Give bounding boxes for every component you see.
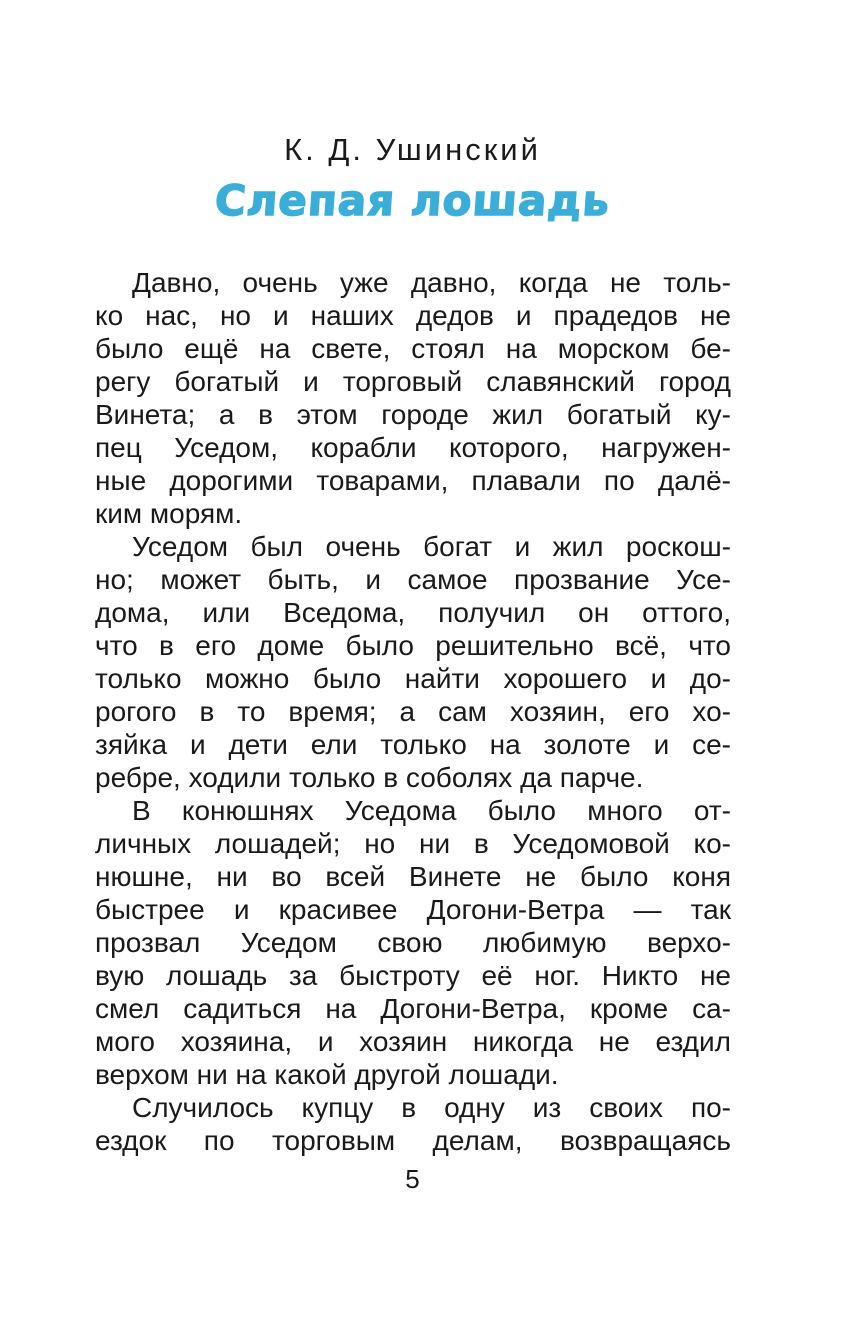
text-line: ребре, ходили только в соболях да парче. xyxy=(95,762,644,793)
text-line: но; может быть, и самое прозвание Усе- xyxy=(95,564,731,595)
text-line: Уседом был очень богат и жил роскош- xyxy=(132,531,731,562)
text-line: прозвал Уседом свою любимую верхо- xyxy=(95,927,731,958)
text-line: пец Уседом, корабли которого, нагружен- xyxy=(95,432,731,463)
text-line: ездок по торговым делам, возвращаясь xyxy=(95,1125,731,1156)
story-text xyxy=(95,266,731,1157)
text-line: Давно, очень уже давно, когда не толь- xyxy=(132,267,731,298)
text-line: регу богатый и торговый славянский город xyxy=(95,366,731,397)
text-line: вую лошадь за быстроту её ног. Никто не xyxy=(95,960,731,991)
story-title: Слепая лошадь xyxy=(213,176,612,225)
text-line: личных лошадей; но ни в Уседомовой ко- xyxy=(95,828,731,859)
text-line: мого хозяина, и хозяин никогда не ездил xyxy=(95,1026,731,1057)
author-name: К. Д. Ушинский xyxy=(284,132,541,167)
text-line: что в его доме было решительно всё, что xyxy=(95,630,731,661)
page-number: 5 xyxy=(405,1164,420,1194)
text-line: зяйка и дети ели только на золоте и се- xyxy=(95,729,731,760)
text-line: Винета; а в этом городе жил богатый ку- xyxy=(95,399,731,430)
text-line: Случилось купцу в одну из своих по- xyxy=(132,1092,731,1123)
text-line: ко нас, но и наших дедов и прадедов не xyxy=(95,300,731,331)
text-line: ким морям. xyxy=(95,498,243,529)
text-line: верхом ни на какой другой лошади. xyxy=(95,1059,559,1090)
text-line: было ещё на свете, стоял на морском бе- xyxy=(95,333,731,364)
text-line: рогого в то время; а сам хозяин, его хо- xyxy=(95,696,731,727)
text-line: нюшне, ни во всей Винете не было коня xyxy=(95,861,731,892)
text-line: дома, или Вседома, получил он оттого, xyxy=(95,597,731,628)
text-line: ные дорогими товарами, плавали по далё- xyxy=(95,465,731,496)
text-line: только можно было найти хорошего и до- xyxy=(95,663,731,694)
text-line: В конюшнях Уседома было много от- xyxy=(132,795,731,826)
text-line: быстрее и красивее Догони-Ветра — так xyxy=(95,894,731,925)
text-line: смел садиться на Догони-Ветра, кроме са- xyxy=(95,993,731,1024)
